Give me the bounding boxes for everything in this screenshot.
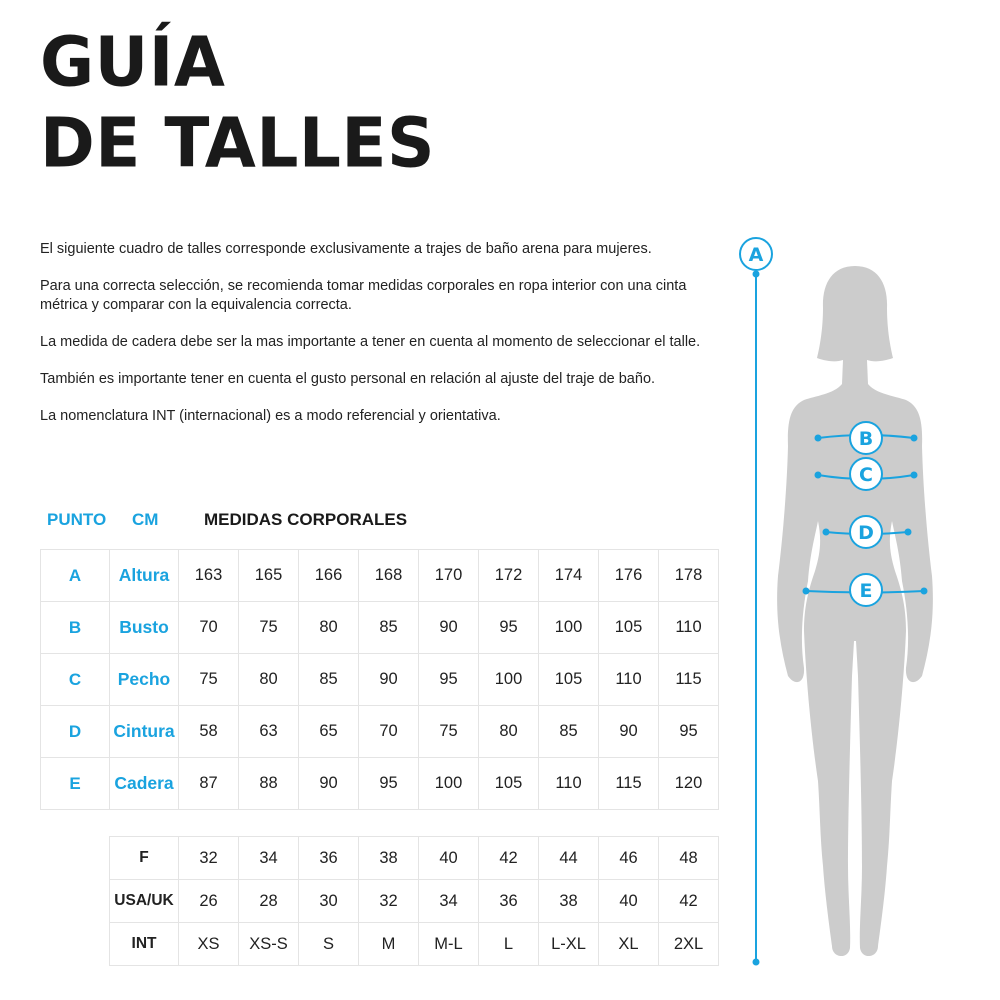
marker-e-label: E <box>859 580 873 602</box>
size-value-cell: L <box>479 923 539 966</box>
size-value-cell: L-XL <box>539 923 599 966</box>
size-system-label: F <box>110 837 179 880</box>
size-value-cell: 44 <box>539 837 599 880</box>
chest-line-left-dot <box>815 472 822 479</box>
marker-c-label: C <box>859 464 873 486</box>
measurement-row <box>41 758 719 810</box>
measurement-value-cell: 174 <box>539 550 599 602</box>
size-value-cell: XS <box>179 923 239 966</box>
intro-paragraph: Para una correcta selección, se recomienda tomar medidas corporales en ropa interior con una cinta métrica y comparar con la equivalencia correcta. <box>40 278 687 313</box>
size-value-cell: 48 <box>659 837 719 880</box>
size-value-cell: 36 <box>479 880 539 923</box>
measurement-value-cell: 110 <box>539 758 599 810</box>
measurement-row <box>41 706 719 758</box>
measurement-value-cell: 166 <box>299 550 359 602</box>
intro-paragraph: También es importante tener en cuenta el gusto personal en relación al ajuste del traje de baño. <box>40 371 656 387</box>
point-cell: A <box>41 550 110 602</box>
measurement-value-cell: 80 <box>479 706 539 758</box>
size-value-cell: M-L <box>419 923 479 966</box>
size-value-cell: 36 <box>299 837 359 880</box>
size-value-cell: 34 <box>239 837 299 880</box>
measurement-value-cell: 80 <box>299 602 359 654</box>
measure-name-cell: Busto <box>110 602 179 654</box>
measurement-value-cell: 100 <box>479 654 539 706</box>
measurement-value-cell: 176 <box>599 550 659 602</box>
size-value-cell: 30 <box>299 880 359 923</box>
measurement-value-cell: 170 <box>419 550 479 602</box>
intro-paragraph: La nomenclatura INT (internacional) es a modo referencial y orientativa. <box>40 408 501 424</box>
measurement-value-cell: 165 <box>239 550 299 602</box>
measurement-value-cell: 115 <box>599 758 659 810</box>
measurement-value-cell: 110 <box>599 654 659 706</box>
title-line-1: GUÍA <box>40 22 226 103</box>
point-cell: D <box>41 706 110 758</box>
chest-line-right-dot <box>911 472 918 479</box>
size-value-cell: 46 <box>599 837 659 880</box>
conversion-row <box>110 923 719 966</box>
intro-text <box>40 240 720 444</box>
page-title <box>40 22 435 184</box>
intro-paragraph: El siguiente cuadro de talles corresponde exclusivamente a trajes de baño arena para mujeres. <box>40 241 652 257</box>
measurement-value-cell: 80 <box>239 654 299 706</box>
marker-a-label: A <box>748 244 764 266</box>
measurement-value-cell: 85 <box>299 654 359 706</box>
title-line-2: DE TALLES <box>40 103 436 184</box>
measurement-value-cell: 58 <box>179 706 239 758</box>
size-value-cell: XS-S <box>239 923 299 966</box>
size-value-cell: 38 <box>359 837 419 880</box>
waist-line-left-dot <box>823 529 830 536</box>
size-value-cell: 34 <box>419 880 479 923</box>
measurement-value-cell: 168 <box>359 550 419 602</box>
point-cell: B <box>41 602 110 654</box>
measurement-row <box>41 602 719 654</box>
measurement-row <box>41 654 719 706</box>
measurement-value-cell: 70 <box>359 706 419 758</box>
size-value-cell: 32 <box>179 837 239 880</box>
conversion-row <box>110 880 719 923</box>
measurement-value-cell: 95 <box>479 602 539 654</box>
bust-line-left-dot <box>815 435 822 442</box>
measurement-value-cell: 75 <box>419 706 479 758</box>
measurement-value-cell: 88 <box>239 758 299 810</box>
measurement-value-cell: 90 <box>299 758 359 810</box>
measure-name-cell: Altura <box>110 550 179 602</box>
marker-b-label: B <box>858 428 874 450</box>
size-value-cell: 32 <box>359 880 419 923</box>
height-line-bottom-dot <box>753 959 760 966</box>
hip-line-left-dot <box>803 588 810 595</box>
measurement-value-cell: 95 <box>419 654 479 706</box>
measurement-value-cell: 70 <box>179 602 239 654</box>
measurement-value-cell: 85 <box>539 706 599 758</box>
measurement-value-cell: 90 <box>599 706 659 758</box>
header-punto: PUNTO <box>47 510 107 529</box>
measurement-value-cell: 105 <box>539 654 599 706</box>
size-value-cell: M <box>359 923 419 966</box>
bust-line-right-dot <box>911 435 918 442</box>
measurement-value-cell: 115 <box>659 654 719 706</box>
measurement-value-cell: 100 <box>419 758 479 810</box>
size-value-cell: 42 <box>659 880 719 923</box>
size-value-cell: 38 <box>539 880 599 923</box>
size-value-cell: 42 <box>479 837 539 880</box>
measurement-value-cell: 163 <box>179 550 239 602</box>
height-line-top-dot <box>753 271 760 278</box>
measurement-value-cell: 85 <box>359 602 419 654</box>
waist-line-right-dot <box>905 529 912 536</box>
measurement-value-cell: 120 <box>659 758 719 810</box>
measurement-value-cell: 105 <box>479 758 539 810</box>
size-value-cell: 28 <box>239 880 299 923</box>
size-value-cell: XL <box>599 923 659 966</box>
measurement-value-cell: 178 <box>659 550 719 602</box>
size-value-cell: S <box>299 923 359 966</box>
size-value-cell: 40 <box>419 837 479 880</box>
measurement-value-cell: 105 <box>599 602 659 654</box>
intro-paragraph: La medida de cadera debe ser la mas importante a tener en cuenta al momento de seleccionar el talle. <box>40 334 701 350</box>
size-value-cell: 2XL <box>659 923 719 966</box>
measure-name-cell: Cadera <box>110 758 179 810</box>
size-value-cell: 40 <box>599 880 659 923</box>
header-cm: CM <box>132 510 159 529</box>
measurement-value-cell: 63 <box>239 706 299 758</box>
body-silhouette-figure <box>720 236 990 976</box>
silhouette-icon <box>777 266 933 956</box>
measurement-value-cell: 75 <box>179 654 239 706</box>
measure-name-cell: Cintura <box>110 706 179 758</box>
measurements-table <box>40 549 719 810</box>
hip-line-right-dot <box>921 588 928 595</box>
point-cell: C <box>41 654 110 706</box>
measurement-value-cell: 95 <box>659 706 719 758</box>
measurement-value-cell: 90 <box>359 654 419 706</box>
measurement-value-cell: 100 <box>539 602 599 654</box>
size-system-label: USA/UK <box>110 880 179 923</box>
measurement-value-cell: 87 <box>179 758 239 810</box>
measurement-value-cell: 172 <box>479 550 539 602</box>
size-value-cell: 26 <box>179 880 239 923</box>
size-system-label: INT <box>110 923 179 966</box>
conversion-row <box>110 837 719 880</box>
header-medidas: MEDIDAS CORPORALES <box>204 510 408 529</box>
point-cell: E <box>41 758 110 810</box>
measurement-value-cell: 65 <box>299 706 359 758</box>
size-conversion-table <box>109 836 719 966</box>
measurement-value-cell: 75 <box>239 602 299 654</box>
measurement-value-cell: 110 <box>659 602 719 654</box>
measure-name-cell: Pecho <box>110 654 179 706</box>
measurement-value-cell: 95 <box>359 758 419 810</box>
measurement-value-cell: 90 <box>419 602 479 654</box>
marker-d-label: D <box>858 522 874 544</box>
measurement-row <box>41 550 719 602</box>
